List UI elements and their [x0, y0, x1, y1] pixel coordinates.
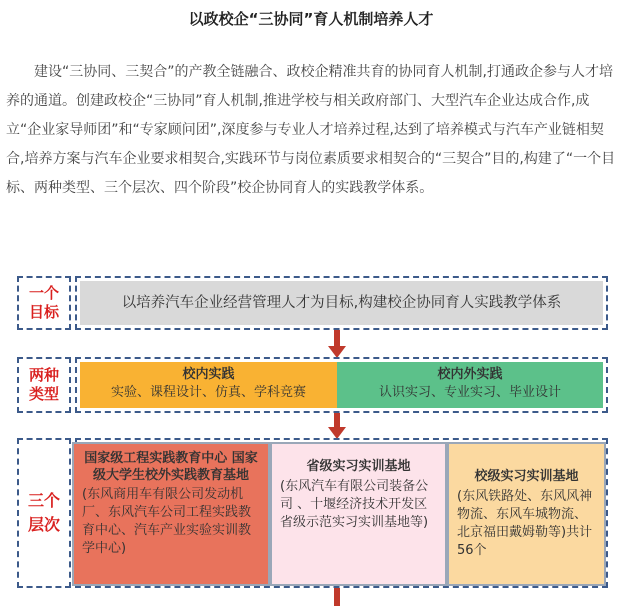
- external-practice-title: 校内外实践: [437, 367, 503, 382]
- national-base-box: [72, 442, 270, 586]
- types-label: 两种类型: [28, 366, 59, 403]
- provincial-base-title: 省级实习实训基地: [306, 459, 411, 474]
- article-title: 以政校企“三协同”育人机制培养人才: [188, 10, 434, 28]
- levels-label-text: 三个层次: [27, 491, 60, 534]
- national-base-title: 国家级工程实践教育中心 国家级大学生校外实践教育基地: [84, 451, 258, 483]
- school-base-text: (东风铁路处、东风风神物流、东风车城物流、北京福田戴姆勒等)共计56个: [457, 489, 593, 558]
- goal-label: 一个目标: [28, 284, 59, 321]
- levels-label: [24, 444, 64, 582]
- intro-paragraph: 建设“三协同、三契合”的产教全链融合、政校企精准共育的协同育人机制,打通政企参与人才培养的通道。创建政校企“三协同”育人机制,推进学校与相关政府部门、大型汽车企业达成合作,成立“企业家导师团”和“专家顾问团”,深度参与专业人才培养过程,达到了培养模式与汽车产业链相契合,培养方案与汽车企业要求相契合,实践环节与岗位素质要求相契合的“三契合”目的,构建了“一个目标、两种类型、三个层次、四个阶段”校企协同育人的实践教学体系。: [6, 64, 616, 196]
- campus-practice-box: [80, 362, 337, 408]
- external-practice-box: [337, 362, 603, 408]
- campus-practice-title: 校内实践: [182, 367, 235, 382]
- provincial-base-text: (东风汽车有限公司装备公司 、十堰经济技术开发区省级示范实习实训基地等): [280, 479, 429, 530]
- campus-practice-text: 实验、课程设计、仿真、学科竞赛: [110, 385, 306, 400]
- goal-box: [80, 281, 603, 325]
- arrow-3-shaft: [334, 588, 340, 606]
- goal-text: 以培养汽车企业经营管理人才为目标,构建校企协同育人实践教学体系: [121, 295, 562, 311]
- provincial-base-box: [270, 442, 447, 586]
- school-base-box: [447, 442, 606, 586]
- external-practice-text: 认识实习、专业实习、毕业设计: [378, 385, 561, 400]
- national-base-text: (东风商用车有限公司发动机厂、东风汽车公司工程实践教育中心、汽车产业实验实训教学中心): [82, 487, 252, 556]
- school-base-title: 校级实习实训基地: [474, 469, 579, 484]
